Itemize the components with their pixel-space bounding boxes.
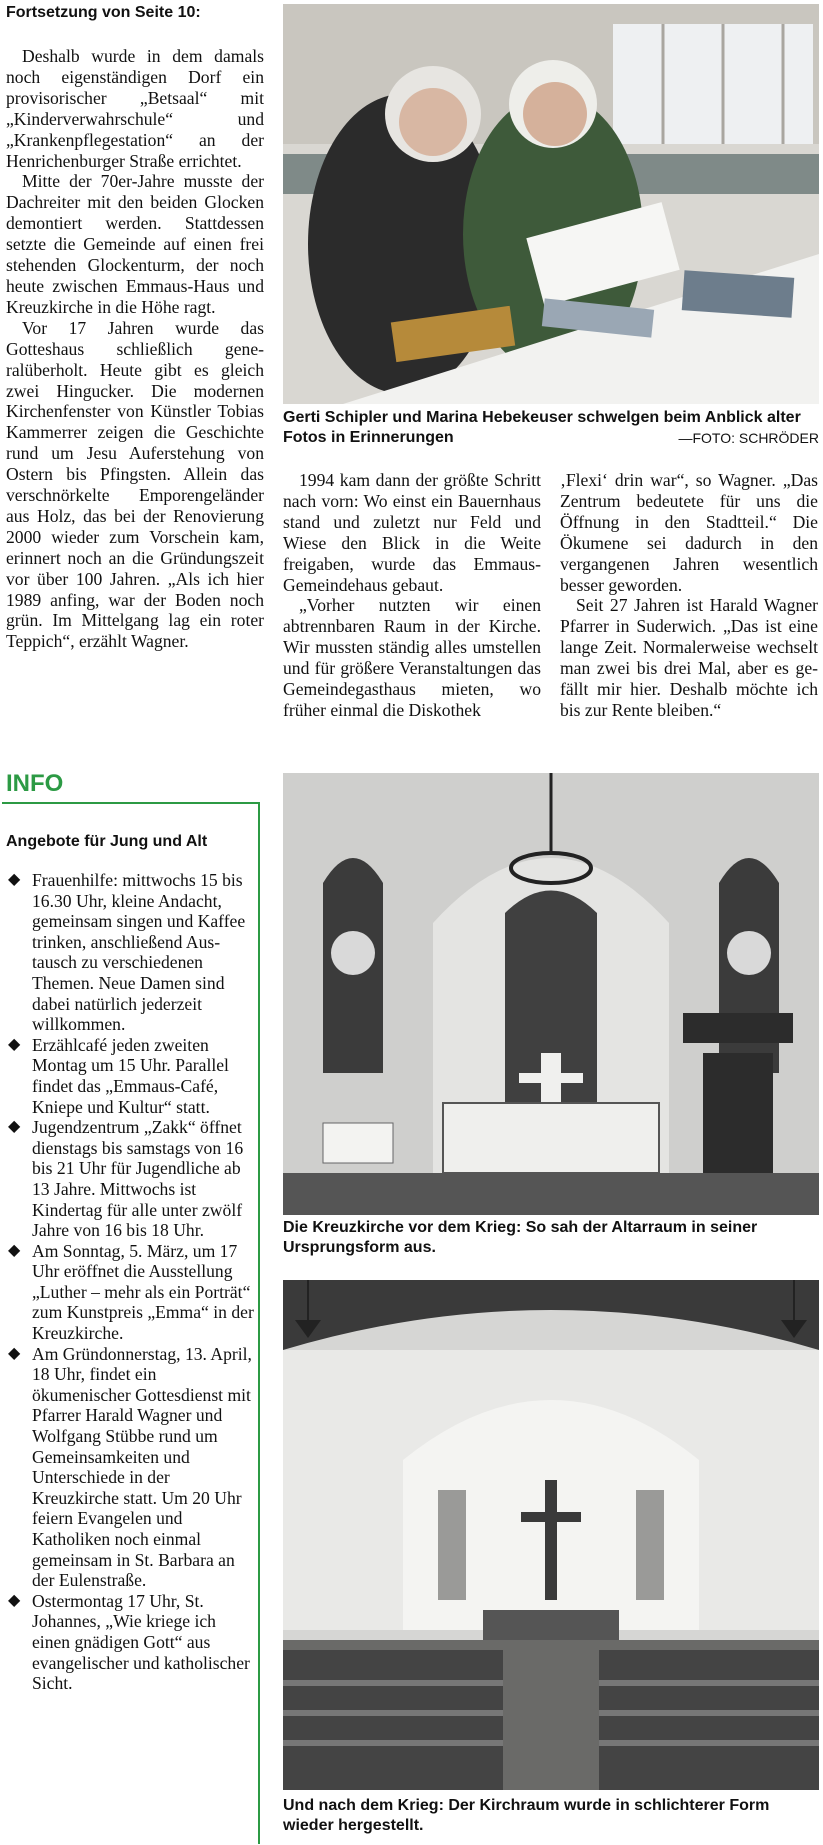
info-item-text: Ostermontag 17 Uhr, St. Johannes, „Wie kriege ich einen gnädigen Gott“ aus evangelischer und katholischer Sicht. — [32, 1590, 250, 1694]
diamond-bullet-icon: ◆ — [8, 1118, 21, 1136]
photo-women-looking-at-photos — [283, 4, 819, 404]
article-column-1 — [6, 46, 264, 652]
info-item — [6, 1591, 256, 1694]
continuation-note: Fortsetzung von Seite 10: — [6, 4, 201, 21]
info-item-text: Am Gründonnerstag, 13. April, 18 Uhr, findet ein ökumenischer Gottesdienst mit Pfarrer Harald Wagner und Wolfgang Stübbe rund um Gemeinsamkeiten und Unterschiede in der Kreuzkirche statt. Um 20 Uhr feiern Evangelen und Katholiken noch einmal gemeinsam in St. Barbara an der Eulenstraße. — [32, 1343, 252, 1591]
info-item-text: Frauenhilfe: mittwochs 15 bis 16.30 Uhr, kleine Andacht, gemeinsam singen und Kaffee trinken, anschließend Austausch zu verschiedenen Themen. Neue Damen sind dabei natürlich jederzeit willkommen. — [32, 870, 246, 1035]
article-paragraph: Deshalb wurde in dem damals noch eigenständigen Dorf ein provisorischer „Betsaal“ mit „Kinderverwahrschule“ und „Krankenpflegestation“ an der Henrichenburger Straße errichtet. — [6, 46, 264, 171]
diamond-bullet-icon: ◆ — [8, 1344, 21, 1362]
diamond-bullet-icon: ◆ — [8, 871, 21, 888]
photo-prewar-altar — [283, 773, 819, 1215]
photo-caption-bottom: Und nach dem Krieg: Der Kirchraum wurde in schlichterer Form wieder hergestellt. — [283, 1797, 770, 1834]
article-paragraph: 1994 kam dann der größte Schritt nach vorn: Wo einst ein Bauernhaus stand und zuletzt nur Feld und Wiese den Blick in die Weite freigaben, wurde das Emmaus-Gemeindehaus gebaut. — [283, 470, 541, 595]
article-column-2 — [283, 470, 541, 721]
article-paragraph: Mitte der 70er-Jahre musste der Dachreiter mit den beiden Glocken demontiert werden. Stattdessen setzte die Gemeinde auf einen frei stehenden Glockenturm, der noch heute zwischen Emmaus-Haus und Kreuzkirche in die Höhe ragt. — [6, 171, 264, 317]
info-item — [6, 1241, 256, 1344]
article-paragraph: Vor 17 Jahren wurde das Gotteshaus schließlich generalüberholt. Heute gibt es gleich zwei Hingucker. Die modernen Kirchenfenster von Künstler Tobias Kammerrer zeigen die Geschichte rund um Jesu Auferstehung von Ostern bis Pfingsten. Allein das verschnörkelte Emporengeländer aus Holz, das bei der Renovierung 2000 wieder zum Vorschein kam, erinnert noch an die Gründungszeit vor über 100 Jahren. „Als ich hier 1989 anfing, war der Boden noch grün. Im Mittelgang lag ein roter Teppich“, erzählt Wagner. — [6, 317, 264, 652]
diamond-bullet-icon: ◆ — [8, 1035, 21, 1053]
diamond-bullet-icon: ◆ — [8, 1591, 21, 1609]
info-item — [6, 1344, 256, 1591]
info-item — [6, 1117, 256, 1241]
article-paragraph: ‚Flexi‘ drin war“, so Wagner. „Das Zentrum bedeutete für uns die Öffnung in den Stadtteil.“ Die Ökumene sei dadurch in den vergangenen Jahren wesentlich besser geworden. — [560, 470, 818, 595]
info-item-text: Jugendzentrum „Zakk“ öffnet dienstags bis samstags von 16 bis 21 Uhr für Jugendliche ab 13 Jahre. Mittwochs ist Kindertag für alle unter zwölf Jahre von 16 bis 18 Uhr. — [32, 1117, 244, 1241]
info-item — [6, 1035, 256, 1117]
info-heading: INFO — [6, 770, 64, 797]
article-paragraph: Seit 27 Jahren ist Harald Wagner Pfarrer in Suderwich. „Das ist eine lange Zeit. Normalerweise wechselt man zwei bis drei Mal, aber es gefällt mir hier. Deshalb möchte ich bis zur Rente bleiben.“ — [560, 595, 818, 720]
info-item-text: Erzählcafé jeden zweiten Montag um 15 Uhr. Parallel findet das „Emmaus-Café, Kniepe und Kultur“ statt. — [32, 1034, 229, 1117]
caption-text: Gerti Schipler und Marina Hebekeuser schwelgen beim Anblick alter Fotos in Erinnerungen — [283, 409, 801, 446]
photo-postwar-interior — [283, 1280, 819, 1790]
article-column-3 — [560, 470, 818, 721]
info-item — [6, 870, 256, 1035]
diamond-bullet-icon: ◆ — [8, 1241, 21, 1259]
photo-credit: —FOTO: SCHRÖDER — [678, 430, 819, 446]
info-list — [6, 870, 256, 1694]
photo-caption-top — [283, 408, 819, 448]
article-paragraph: „Vorher nutzten wir einen abtrennbaren Raum in der Kirche. Wir mussten ständig alles umstellen und für größere Veranstaltungen das Gemeindegasthaus mieten, wo früher einmal die Diskothek — [283, 595, 541, 720]
info-subheading: Angebote für Jung und Alt — [6, 833, 208, 850]
photo-caption-middle: Die Kreuzkirche vor dem Krieg: So sah der Altarraum in seiner Ursprungsform aus. — [283, 1219, 758, 1256]
info-item-text: Am Sonntag, 5. März, um 17 Uhr eröffnet die Ausstellung „Luther – mehr als ein Porträt“ zum Kunstpreis „Emma“ in der Kreuzkirche. — [32, 1240, 254, 1344]
